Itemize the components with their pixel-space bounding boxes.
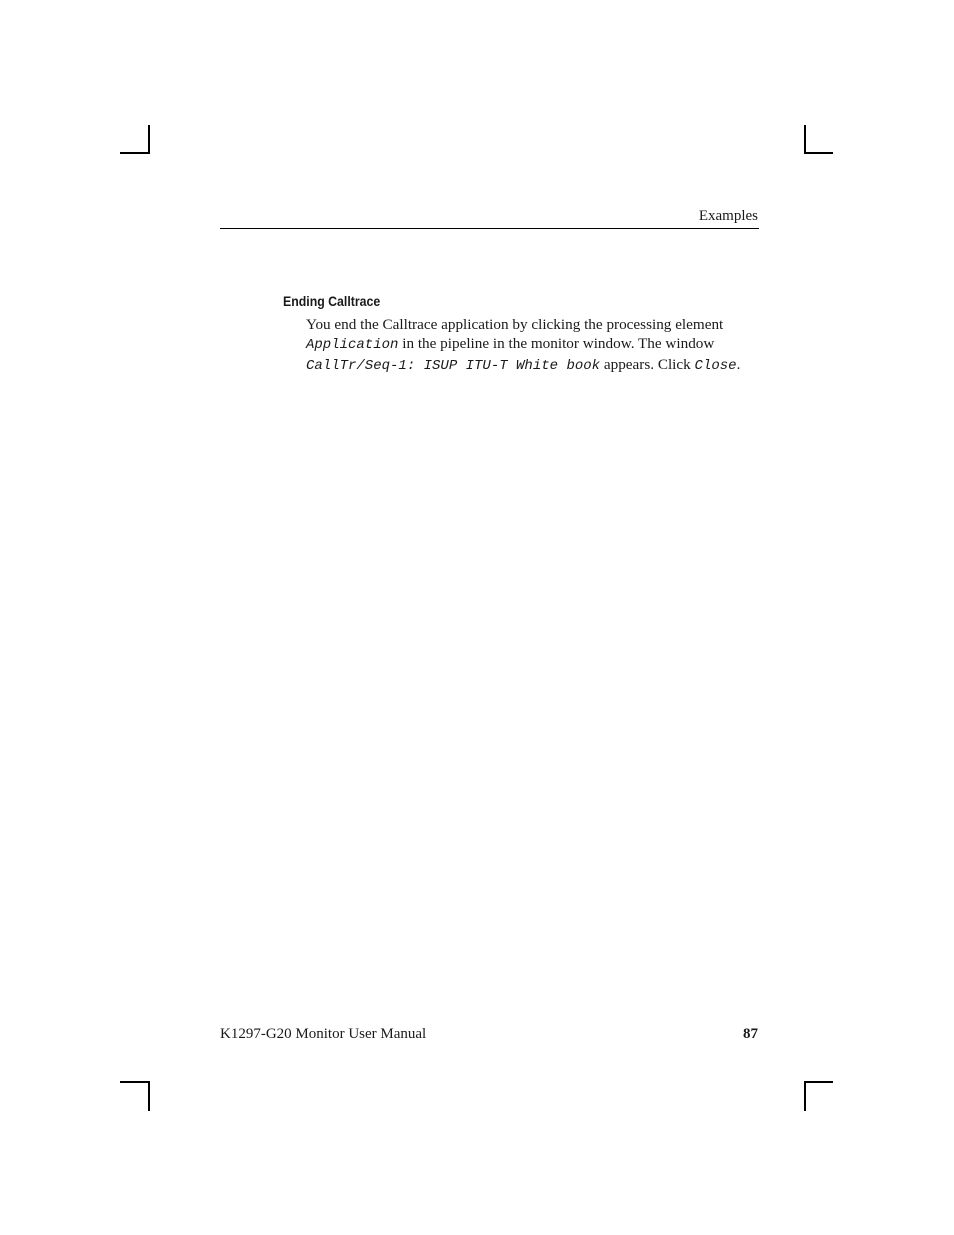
element-name-application: Application (306, 337, 399, 353)
paragraph-text: You end the Calltrace application by clicking the processing element (306, 316, 724, 333)
crop-mark-bottom-right-vertical (804, 1081, 806, 1111)
crop-mark-bottom-left-horizontal (120, 1081, 150, 1083)
body-paragraph (306, 315, 751, 376)
running-header: Examples (698, 208, 758, 224)
crop-mark-top-left-horizontal (120, 152, 150, 154)
paragraph-text: appears. Click (600, 356, 695, 373)
section-heading: Ending Calltrace (283, 293, 381, 309)
button-name-close: Close (694, 358, 737, 374)
window-name: CallTr/Seq-1: ISUP ITU-T White book (306, 358, 601, 374)
crop-mark-top-right-vertical (804, 125, 806, 154)
page-number: 87 (743, 1026, 758, 1042)
header-rule (220, 228, 759, 229)
crop-mark-bottom-right-horizontal (804, 1081, 833, 1083)
crop-mark-bottom-left-vertical (148, 1081, 150, 1111)
paragraph-text: in the pipeline in the monitor window. The window (398, 335, 715, 352)
crop-mark-top-left-vertical (148, 125, 150, 154)
paragraph-text: . (736, 356, 741, 373)
crop-mark-top-right-horizontal (804, 152, 833, 154)
footer-manual-title: K1297-G20 Monitor User Manual (220, 1026, 427, 1042)
